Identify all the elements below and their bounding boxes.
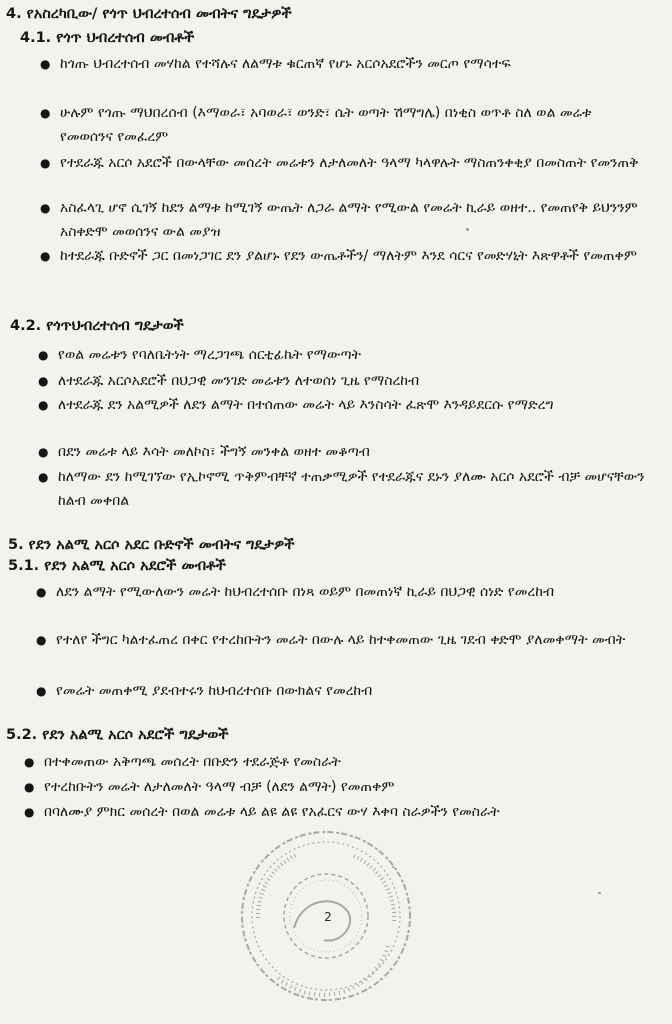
list-item-text: በተቀመጠው አቅጣጫ መሰረት በቡድን ተደራጅቶ የመስራት <box>44 754 341 770</box>
list-item <box>36 580 646 604</box>
list-item-text: የመሬት መጠቀሚ ያደብተሩን ከህብረተሰቡ በውክልና የመረከብ <box>56 683 373 699</box>
list-item-text: የተረከቡትን መሬት ለታለመለት ዓላማ ብቻ (ለደን ልማት) የመጠቀም <box>44 779 395 795</box>
scan-speck <box>598 892 601 894</box>
list-item <box>38 465 648 513</box>
list-item <box>24 800 646 824</box>
list-item-text: በደን መሬቱ ላይ እሳት መለኮስ፣ ችግኝ መንቀል ወዘተ መቆጣብ <box>58 444 370 460</box>
subsection-5-2-heading: 5.2. የደን አልሚ አርሶ አደሮች ግዴታወች <box>6 727 229 743</box>
list-item <box>40 244 646 268</box>
list-item <box>40 196 646 244</box>
bullet-icon: ● <box>40 249 51 263</box>
scan-speck <box>392 866 394 868</box>
bullet-icon: ● <box>36 633 47 647</box>
list-item-text: ለደን ልማት የሚውለውን መሬት ከህብረተሰቡ በነጻ ወይም በመጠነኛ ኪራይ በህጋዊ ሰነድ የመረከብ <box>56 584 555 600</box>
bullet-icon: ● <box>38 348 49 362</box>
bullet-icon: ● <box>38 470 49 484</box>
bullet-icon: ● <box>24 755 35 769</box>
section-4-heading: 4. የአስረካቢው/ የጎጥ ህብረተሰብ መብትና ግዴታዎች <box>6 6 292 22</box>
bullet-icon: ● <box>40 106 51 120</box>
list-item-text: ከለማው ደን ከሚገኘው የኢኮኖሚ ጥቅምብቸኛ ተጠቃሚዎች የተደራጁና ደኑን ያለሙ አርሶ አደሮች ብቻ መሆናቸውን ከልብ መቀበል <box>58 469 645 509</box>
list-item-text: የተደራጁ አርሶ አደሮች በውላቸው መሰረት መሬቱን ለታለመለት ዓላማ ካላዋሉት ማስጠንቀቂያ በመስጠት የመንጠቅ <box>60 155 639 171</box>
bullet-icon: ● <box>38 445 49 459</box>
list-item-text: በባለሙያ ምክር መሰረት በወል መሬቱ ላይ ልዩ ልዩ የአፈርና ውሃ እቀባ ስራዎችን የመስራት <box>44 804 500 820</box>
list-item <box>24 775 646 799</box>
list-item-text: ሁሉም የጎጡ ማህበረሰብ (እማወራ፣ አባወራ፣ ወንድ፣ ሴት ወጣት ሽማግሌ) በነቂስ ወጥቶ ስለ ወል መሬቱ የመወሰንና የመፈረም <box>60 105 592 145</box>
list-item <box>40 151 646 175</box>
section-5-heading: 5. የደን አልሚ አርሶ አደር ቡድኖች መብትና ግዴታዎች <box>8 537 295 553</box>
list-item-text: የወል መሬቱን የባለቤትነት ማረጋገጫ ሰርቲፊኬት የማውጣት <box>58 347 362 363</box>
subsection-5-1-heading: 5.1. የደን አልሚ አርሶ አደሮች መብቶች <box>8 558 226 574</box>
bullet-icon: ● <box>36 585 47 599</box>
bullet-icon: ● <box>36 684 47 698</box>
list-item <box>38 343 648 367</box>
bullet-icon: ● <box>24 780 35 794</box>
list-item-text: ለተደራጁ አርሶአደሮች በህጋዊ መንገድ መሬቱን ለተወሰነ ጊዜ የማስረከብ <box>58 373 420 389</box>
list-item <box>36 679 646 703</box>
list-item-text: ከተደራጁ ቡድኖች ጋር በመነጋገር ደን ያልሆኑ የደን ውጤቶችን/ ማለትም እንደ ሳርና የመድሃኒት እጽዋቶች የመጠቀም <box>60 248 637 264</box>
list-item <box>24 750 646 774</box>
subsection-4-2-heading: 4.2. የጎጥህብረተሰብ ግዴታወች <box>10 318 184 334</box>
scan-speck <box>466 228 469 231</box>
list-item <box>36 628 646 652</box>
subsection-4-1-heading: 4.1. የጎጥ ህብረተሰብ መብቶች <box>20 30 195 46</box>
list-item <box>38 393 648 417</box>
list-item <box>40 101 646 149</box>
list-item <box>40 52 646 76</box>
list-item-text: ለተደራጁ ደን አልሚዎች ለደን ልማት በተሰጠው መሬት ላይ እንስሳት ፈጽሞ እንዳይደርሱ የማድረግ <box>58 397 554 413</box>
bullet-icon: ● <box>40 201 51 215</box>
bullet-icon: ● <box>38 374 49 388</box>
bullet-icon: ● <box>24 805 35 819</box>
list-item-text: ከጎጡ ህብረተሰብ መሃከል የተሻሉና ለልማቱ ቁርጠኛ የሆኑ አርሶአደሮችን መርጦ የማሳተፍ <box>60 56 511 72</box>
bullet-icon: ● <box>40 57 51 71</box>
office-stamp <box>238 828 414 1004</box>
list-item <box>38 369 648 393</box>
page-number: 2 <box>324 910 332 924</box>
list-item-text: አስፈላጊ ሆኖ ሲገኝ ከደን ልማቱ ከሚገኝ ውጤት ለጋራ ልማት የሚውል የመሬት ኪራይ ወዘተ.. የመጠየቅ ይህንንም አስቀድሞ መወሰንና ውል መያዝ <box>60 200 638 240</box>
bullet-icon: ● <box>40 156 51 170</box>
list-item <box>38 440 648 464</box>
list-item-text: የተለየ ችግር ካልተፈጠረ በቀር የተረከቡትን መሬት በውሉ ላይ ከተቀመጠው ጊዜ ገደብ ቀድሞ ያለመቀማት መብት <box>56 632 626 648</box>
bullet-icon: ● <box>38 398 49 412</box>
